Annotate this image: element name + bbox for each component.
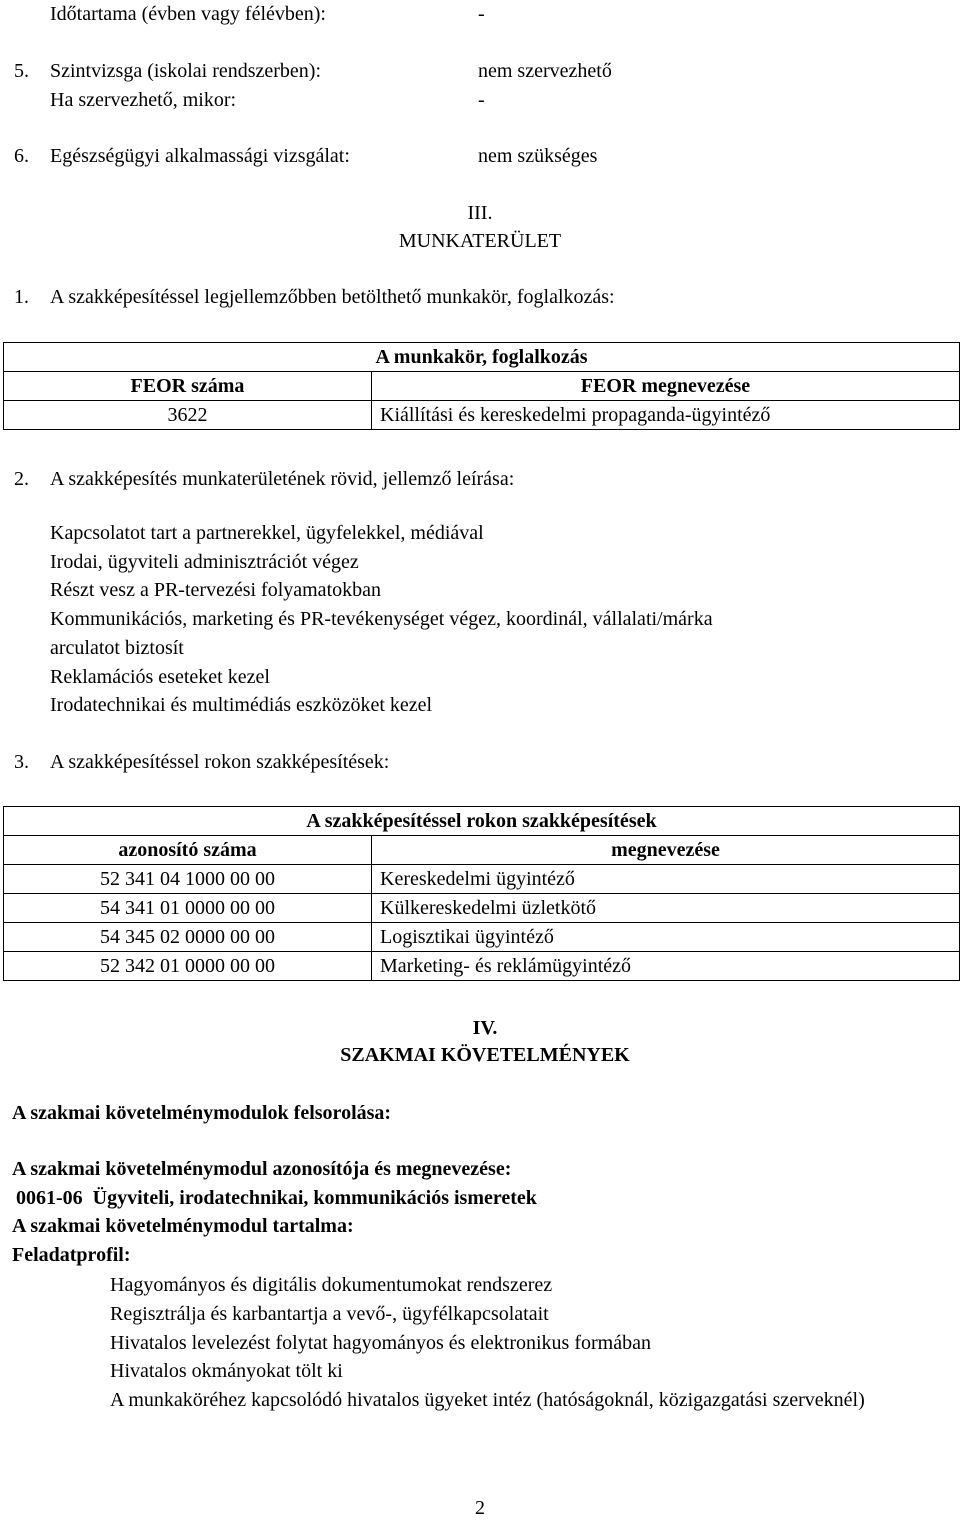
- when-label: Ha szervezhető, mikor:: [50, 89, 237, 111]
- health-check-label: Egészségügyi alkalmassági vizsgálat:: [50, 145, 350, 167]
- item-5-number: 5.: [14, 60, 29, 82]
- module-content-title: A szakmai követelménymodul tartalma:: [12, 1215, 354, 1237]
- qualification-name-cell: Logisztikai ügyintéző: [372, 923, 960, 952]
- qualification-name-cell: Marketing- és reklámügyintéző: [372, 952, 960, 981]
- table-row: [4, 952, 960, 981]
- qualification-id-cell: 52 341 04 1000 00 00: [4, 865, 372, 894]
- table-header-row: [4, 807, 960, 836]
- list-item: Irodai, ügyviteli adminisztrációt végez: [50, 550, 359, 573]
- section-3-title: MUNKATERÜLET: [398, 230, 562, 252]
- list-item: Reklamációs eseteket kezel: [50, 665, 270, 688]
- module-id-title: A szakmai követelménymodul azonosítója és megnevezése:: [12, 1158, 512, 1180]
- section-3-roman: III.: [467, 202, 493, 224]
- list-item: Hivatalos levelezést folytat hagyományos és elektronikus formában: [110, 1331, 651, 1354]
- item-1-number: 1.: [14, 286, 29, 308]
- item-2-title: A szakképesítés munkaterületének rövid, jellemző leírása:: [50, 468, 515, 490]
- qualification-id-cell: 54 341 01 0000 00 00: [4, 894, 372, 923]
- duration-label: Időtartama (évben vagy félévben):: [50, 3, 326, 25]
- related-qualifications-table: [3, 806, 960, 981]
- item-1-title: A szakképesítéssel legjellemzőbben betölthető munkakör, foglalkozás:: [50, 286, 615, 308]
- module-name: 0061-06 Ügyviteli, irodatechnikai, kommunikációs ismeretek: [16, 1187, 537, 1209]
- table-row: [4, 923, 960, 952]
- list-item: A munkaköréhez kapcsolódó hivatalos ügyeket intéz (hatóságoknál, közigazgatási szerveknél): [110, 1389, 865, 1412]
- task-profile-list: [110, 1271, 946, 1415]
- item-3-title: A szakképesítéssel rokon szakképesítések:: [50, 751, 390, 773]
- table-row: [4, 865, 960, 894]
- section-4-roman: IV.: [472, 1017, 498, 1039]
- qualification-id-cell: 52 342 01 0000 00 00: [4, 952, 372, 981]
- level-exam-label: Szintvizsga (iskolai rendszerben):: [50, 60, 322, 82]
- table-header: A munkakör, foglalkozás: [4, 343, 960, 372]
- level-exam-value: nem szervezhető: [478, 60, 612, 82]
- table-row: [4, 894, 960, 923]
- list-item: Hivatalos okmányokat tölt ki: [110, 1360, 343, 1383]
- feor-code-cell: 3622: [4, 401, 372, 430]
- list-item: Hagyományos és digitális dokumentumokat rendszerez: [110, 1274, 553, 1296]
- modules-list-title: A szakmai követelménymodulok felsorolása:: [12, 1102, 392, 1124]
- occupation-table: [3, 342, 960, 430]
- page-number: 2: [475, 1497, 485, 1519]
- item-6-number: 6.: [14, 145, 29, 167]
- table-column-header-row: [4, 372, 960, 401]
- list-item: Kapcsolatot tart a partnerekkel, ügyfelekkel, médiával: [50, 522, 484, 544]
- item-3-number: 3.: [14, 751, 29, 773]
- column-header-feor-name: FEOR megnevezése: [372, 372, 960, 401]
- task-profile-title: Feladatprofil:: [12, 1244, 131, 1266]
- section-4-title: SZAKMAI KÖVETELMÉNYEK: [340, 1044, 630, 1066]
- list-item: Kommunikációs, marketing és PR-tevékenységet végez, koordinál, vállalati/márka: [50, 608, 713, 631]
- column-header-name: megnevezése: [372, 836, 960, 865]
- when-value: -: [478, 89, 485, 111]
- duration-value: -: [478, 3, 485, 25]
- column-header-feor-code: FEOR száma: [4, 372, 372, 401]
- table-header-row: [4, 343, 960, 372]
- table-column-header-row: [4, 836, 960, 865]
- table-row: [4, 401, 960, 430]
- column-header-id: azonosító száma: [4, 836, 372, 865]
- health-check-value: nem szükséges: [478, 145, 598, 167]
- list-item: Regisztrálja és karbantartja a vevő-, ügyfélkapcsolatait: [110, 1302, 549, 1325]
- feor-name-cell: Kiállítási és kereskedelmi propaganda-ügyintéző: [372, 401, 960, 430]
- list-item: arculatot biztosít: [50, 636, 184, 659]
- list-item: Irodatechnikai és multimédiás eszközöket kezel: [50, 694, 433, 717]
- qualification-id-cell: 54 345 02 0000 00 00: [4, 923, 372, 952]
- item-2-number: 2.: [14, 468, 29, 490]
- qualification-name-cell: Külkereskedelmi üzletkötő: [372, 894, 960, 923]
- list-item: Részt vesz a PR-tervezési folyamatokban: [50, 579, 381, 602]
- table-header: A szakképesítéssel rokon szakképesítések: [4, 807, 960, 836]
- work-area-description: [50, 519, 713, 720]
- qualification-name-cell: Kereskedelmi ügyintéző: [372, 865, 960, 894]
